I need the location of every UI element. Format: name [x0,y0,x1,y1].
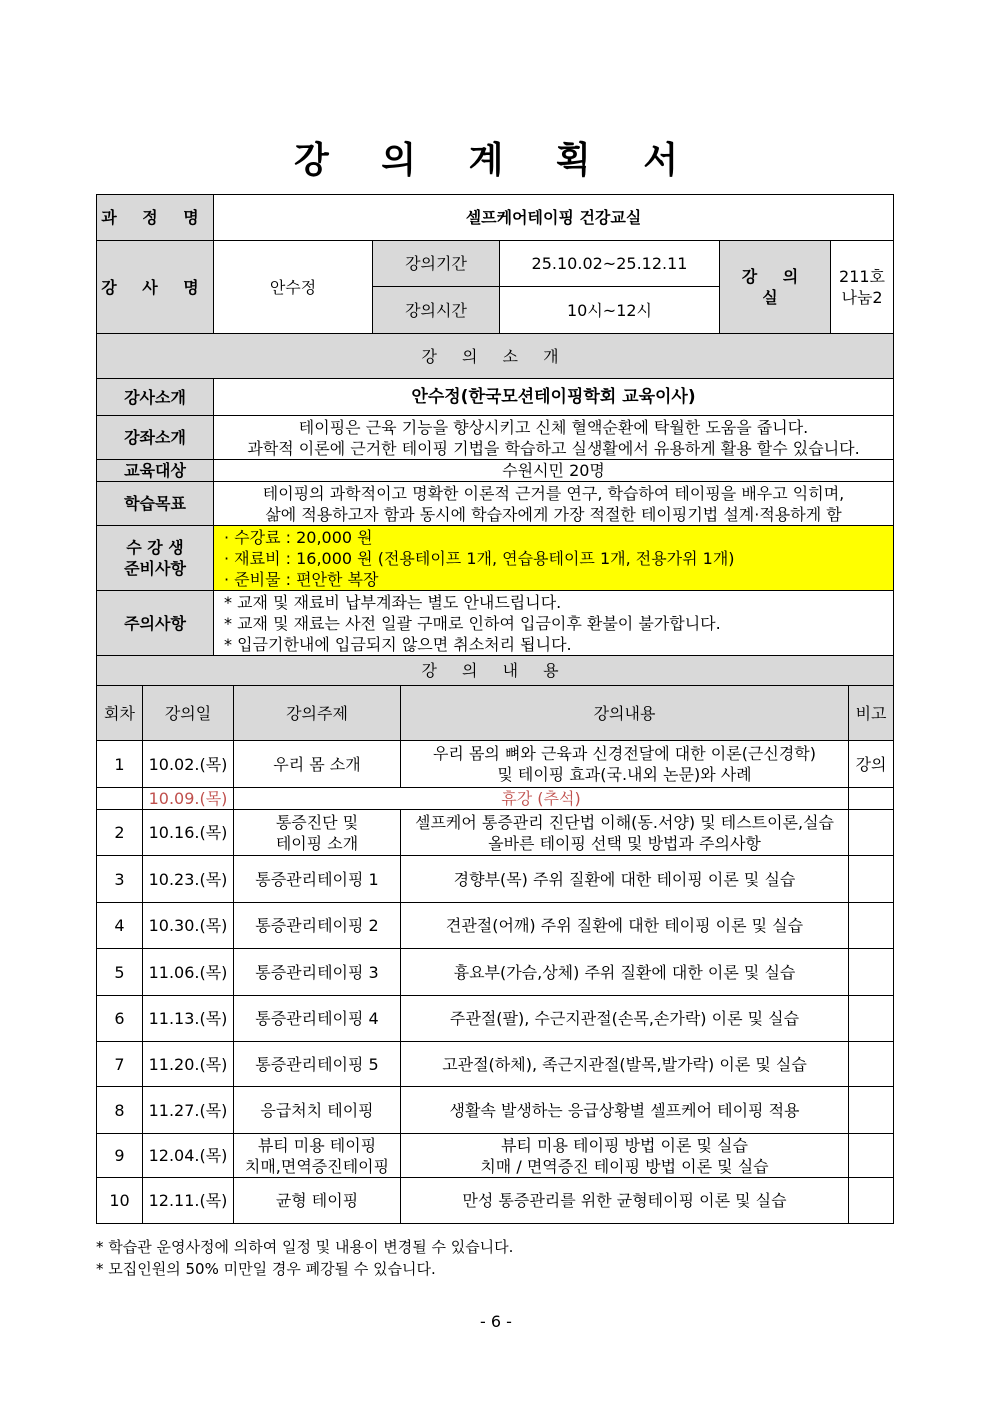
instructor-name: 안수정 [214,241,373,334]
schedule-table [96,655,894,1224]
time-value: 10시~12시 [500,287,720,334]
caution-line: * 교재 및 재료는 사전 일괄 구매로 인하여 입금이후 환불이 불가합니다. [224,614,721,633]
lecture-date: 10.16.(목) [143,810,234,856]
lecture-note [849,810,894,856]
lecture-date: 11.06.(목) [143,949,234,996]
lecture-content-line: 만성 통증관리를 위한 균형테이핑 이론 및 실습 [462,1191,787,1210]
schedule-row [97,1178,894,1224]
lecture-date: 11.13.(목) [143,996,234,1042]
schedule-row [97,996,894,1042]
lecture-content-line: 경향부(목) 주위 질환에 대한 테이핑 이론 및 실습 [453,869,796,889]
lecture-topic-line: 응급처치 테이핑 [260,1100,374,1120]
lecture-content-line: 견관절(어깨) 주위 질환에 대한 테이핑 이론 및 실습 [445,916,804,935]
goal-line: 테이핑의 과학적이고 명확한 이론적 근거를 연구, 학습하여 테이핑을 배우고 익히며, [262,483,845,503]
period-value: 25.10.02~25.12.11 [500,241,720,287]
lecture-topic-line: 통증관리테이핑 2 [255,916,379,935]
course-name-label: 과 정 명 [97,195,214,241]
lecture-date: 12.11.(목) [143,1178,234,1224]
lecture-topic [234,996,401,1042]
footnote: * 학습관 운영사정에 의하여 일정 및 내용이 변경될 수 있습니다. [96,1238,514,1256]
lecture-content [401,1178,849,1224]
lecture-topic-line: 균형 테이핑 [275,1191,359,1210]
room-label: 강 의 실 [720,241,831,334]
bio-label: 강사소개 [97,379,214,416]
schedule-row [97,1042,894,1087]
caution-line: * 교재 및 재료비 납부계좌는 별도 안내드립니다. [224,593,562,612]
lecture-content-line: 치매 / 면역증진 테이핑 방법 이론 및 실습 [480,1156,769,1176]
lecture-note [849,903,894,949]
caution-label: 주의사항 [97,591,214,657]
prep-value [214,526,894,591]
lecture-content-line: 고관절(하체), 족근지관절(발목,발가락) 이론 및 실습 [442,1054,807,1074]
lecture-content-line: 우리 몸의 뼈와 근육과 신경전달에 대한 이론(근신경학) [432,744,817,763]
lecture-content [401,1042,849,1087]
course-info-table [96,194,894,657]
lecture-topic-line: 우리 몸 소개 [273,754,361,774]
room-number: 211호 [839,267,886,286]
schedule-row [97,810,894,856]
schedule-row [97,741,894,788]
lecture-topic [234,741,401,788]
bio-value: 안수정(한국모션테이핑학회 교육이사) [214,379,894,416]
lecture-topic [234,949,401,996]
schedule-row [97,1087,894,1134]
lecture-topic-line: 뷰티 미용 테이핑 [257,1135,377,1155]
lecture-topic-line: 통증관리테이핑 1 [255,869,379,889]
prep-label [97,526,214,591]
session-number: 9 [97,1134,143,1178]
course-intro-line: 과학적 이론에 근거한 테이핑 기법을 학습하고 실생활에서 유용하게 활용 할수 있습니다. [247,438,860,458]
session-number: 2 [97,810,143,856]
room-value [831,241,894,334]
prep-line: · 재료비 : 16,000 원 (전용테이프 1개, 연습용테이프 1개, 전용가위 1개) [224,548,735,568]
lecture-date: 10.23.(목) [143,856,234,903]
header-date: 강의일 [143,686,234,741]
lecture-note [849,949,894,996]
header-topic: 강의주제 [234,686,401,741]
lecture-content-line: 생활속 발생하는 응급상황별 셀프케어 테이핑 적용 [449,1100,800,1120]
header-note: 비고 [849,686,894,741]
target-label: 교육대상 [97,460,214,482]
prep-line: · 준비물 : 편안한 복장 [224,569,379,589]
target-value: 수원시민 20명 [214,460,894,482]
lecture-content-line: 뷰티 미용 테이핑 방법 이론 및 실습 [501,1135,748,1155]
document-title: 강 의 계 획 서 [293,139,698,181]
intro-section-header: 강 의 소 개 [97,334,894,379]
lecture-topic-line: 통증관리테이핑 4 [255,1009,379,1028]
lecture-content [401,996,849,1042]
room-name: 나눔2 [841,288,883,307]
schedule-row [97,903,894,949]
lecture-content-line: 올바른 테이핑 선택 및 방법과 주의사항 [488,833,761,853]
header-session: 회차 [97,686,143,741]
period-label: 강의기간 [373,241,500,287]
holiday-text: 휴강 (추석) [234,788,849,810]
lecture-content [401,903,849,949]
instructor-label: 강 사 명 [97,241,214,334]
holiday-date: 10.09.(목) [143,788,234,810]
caution-value [214,591,894,657]
schedule-row [97,949,894,996]
lecture-topic-line: 통증관리테이핑 3 [255,962,379,982]
lecture-topic [234,1087,401,1134]
lecture-date: 10.02.(목) [143,741,234,788]
footnote: * 모집인원의 50% 미만일 경우 폐강될 수 있습니다. [96,1260,436,1278]
session-number: 10 [97,1178,143,1224]
lecture-topic [234,1042,401,1087]
lecture-content [401,810,849,856]
prep-label-line: 수 강 생 [126,538,184,557]
lecture-note [849,996,894,1042]
course-intro-label: 강좌소개 [97,416,214,460]
lecture-note [849,1042,894,1087]
lecture-content [401,1134,849,1178]
session-number: 4 [97,903,143,949]
caution-line: * 입금기한내에 입금되지 않으면 취소처리 됩니다. [224,635,572,654]
lecture-content-line: 셀프케어 통증관리 진단법 이해(동.서양) 및 테스트이론,실습 [414,812,835,832]
goal-line: 삶에 적용하고자 함과 동시에 학습자에게 가장 적절한 테이핑기법 설계·적용하게 함 [265,504,842,524]
holiday-session [97,788,143,810]
lecture-note [849,1178,894,1224]
lecture-content [401,949,849,996]
schedule-row [97,1134,894,1178]
lecture-content-line: 주관절(팔), 수근지관절(손목,손가락) 이론 및 실습 [449,1009,800,1028]
lecture-content [401,856,849,903]
course-intro-value [214,416,894,460]
lecture-topic-line: 테이핑 소개 [275,833,359,853]
lecture-content [401,1087,849,1134]
prep-line: · 수강료 : 20,000 원 [224,527,373,547]
session-number: 8 [97,1087,143,1134]
lecture-date: 11.27.(목) [143,1087,234,1134]
lecture-date: 10.30.(목) [143,903,234,949]
lecture-topic [234,903,401,949]
lecture-note [849,1087,894,1134]
lecture-date: 12.04.(목) [143,1134,234,1178]
lecture-topic-line: 치매,면역증진테이핑 [244,1156,390,1176]
session-number: 6 [97,996,143,1042]
session-number: 1 [97,741,143,788]
prep-label-line: 준비사항 [124,559,186,578]
course-name-value: 셀프케어테이핑 건강교실 [214,195,894,241]
holiday-row [97,788,894,810]
lecture-topic-line: 통증진단 및 [275,812,359,832]
time-label: 강의시간 [373,287,500,334]
goal-value [214,482,894,526]
page-number: - 6 - [480,1312,512,1331]
lecture-date: 11.20.(목) [143,1042,234,1087]
lecture-content [401,741,849,788]
course-intro-line: 테이핑은 근육 기능을 향상시키고 신체 혈액순환에 탁월한 도움을 줍니다. [298,417,809,437]
lecture-topic [234,1178,401,1224]
session-number: 7 [97,1042,143,1087]
lecture-content-line: 흉요부(가슴,상체) 주위 질환에 대한 이론 및 실습 [453,962,796,982]
goal-label: 학습목표 [97,482,214,526]
lecture-note [849,1134,894,1178]
lecture-content-line: 및 테이핑 효과(국.내외 논문)와 사례 [497,765,752,784]
lecture-topic-line: 통증관리테이핑 5 [255,1054,379,1074]
lecture-topic [234,1134,401,1178]
footnotes [96,1236,513,1280]
schedule-row [97,856,894,903]
lecture-note: 강의 [849,741,894,788]
lecture-topic [234,856,401,903]
header-content: 강의내용 [401,686,849,741]
lecture-note [849,856,894,903]
schedule-section-header: 강 의 내 용 [97,656,894,686]
session-number: 5 [97,949,143,996]
holiday-note [849,788,894,810]
lecture-topic [234,810,401,856]
session-number: 3 [97,856,143,903]
